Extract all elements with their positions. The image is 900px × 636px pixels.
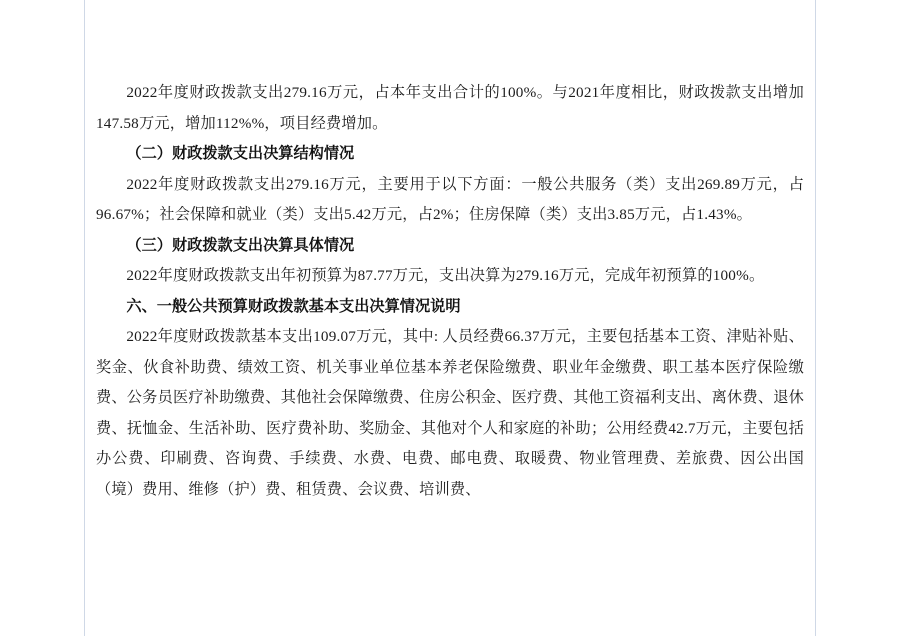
paragraph-basic-expenditure: 2022年度财政拨款基本支出109.07万元，其中: 人员经费66.37万元，主要包括基本工资、津贴补贴、奖金、伙食补助费、绩效工资、机关事业单位基本养老保险缴费、职业年金缴费、职工基本医疗保险缴费、公务员医疗补助缴费、其他社会保障缴费、住房公积金、医疗费、其他工资福利支出、离休费、退休费、抚恤金、生活补助、医疗费补助、奖励金、其他对个人和家庭的补助；公用经费42.7万元，主要包括办公费、印刷费、咨询费、手续费、水费、电费、邮电费、取暖费、物业管理费、差旅费、因公出国（境）费用、维修（护）费、租赁费、会议费、培训费、	[96, 328, 804, 498]
heading-expenditure-details: （三）财政拨款支出决算具体情况	[126, 236, 355, 254]
heading-expenditure-structure: （二）财政拨款支出决算结构情况	[126, 145, 355, 162]
document-body	[96, 78, 804, 505]
page-left-margin-rule	[84, 0, 85, 636]
paragraph-expenditure-structure: 2022年度财政拨款支出279.16万元，主要用于以下方面：一般公共服务（类）支出269.89万元，占96.67%；社会保障和就业（类）支出5.42万元，占2%；住房保障（类）支出3.85万元，占1.43%。	[96, 175, 804, 223]
page-right-margin-rule	[815, 0, 816, 636]
paragraph-expenditure-details: 2022年度财政拨款支出年初预算为87.77万元，支出决算为279.16万元，完成年初预算的100%。	[126, 267, 765, 284]
paragraph-funding-expenditure-total: 2022年度财政拨款支出279.16万元，占本年支出合计的100%。与2021年度相比，财政拨款支出增加147.58万元，增加112%%，项目经费增加。	[96, 84, 804, 132]
heading-section-six: 六、一般公共预算财政拨款基本支出决算情况说明	[126, 297, 461, 315]
